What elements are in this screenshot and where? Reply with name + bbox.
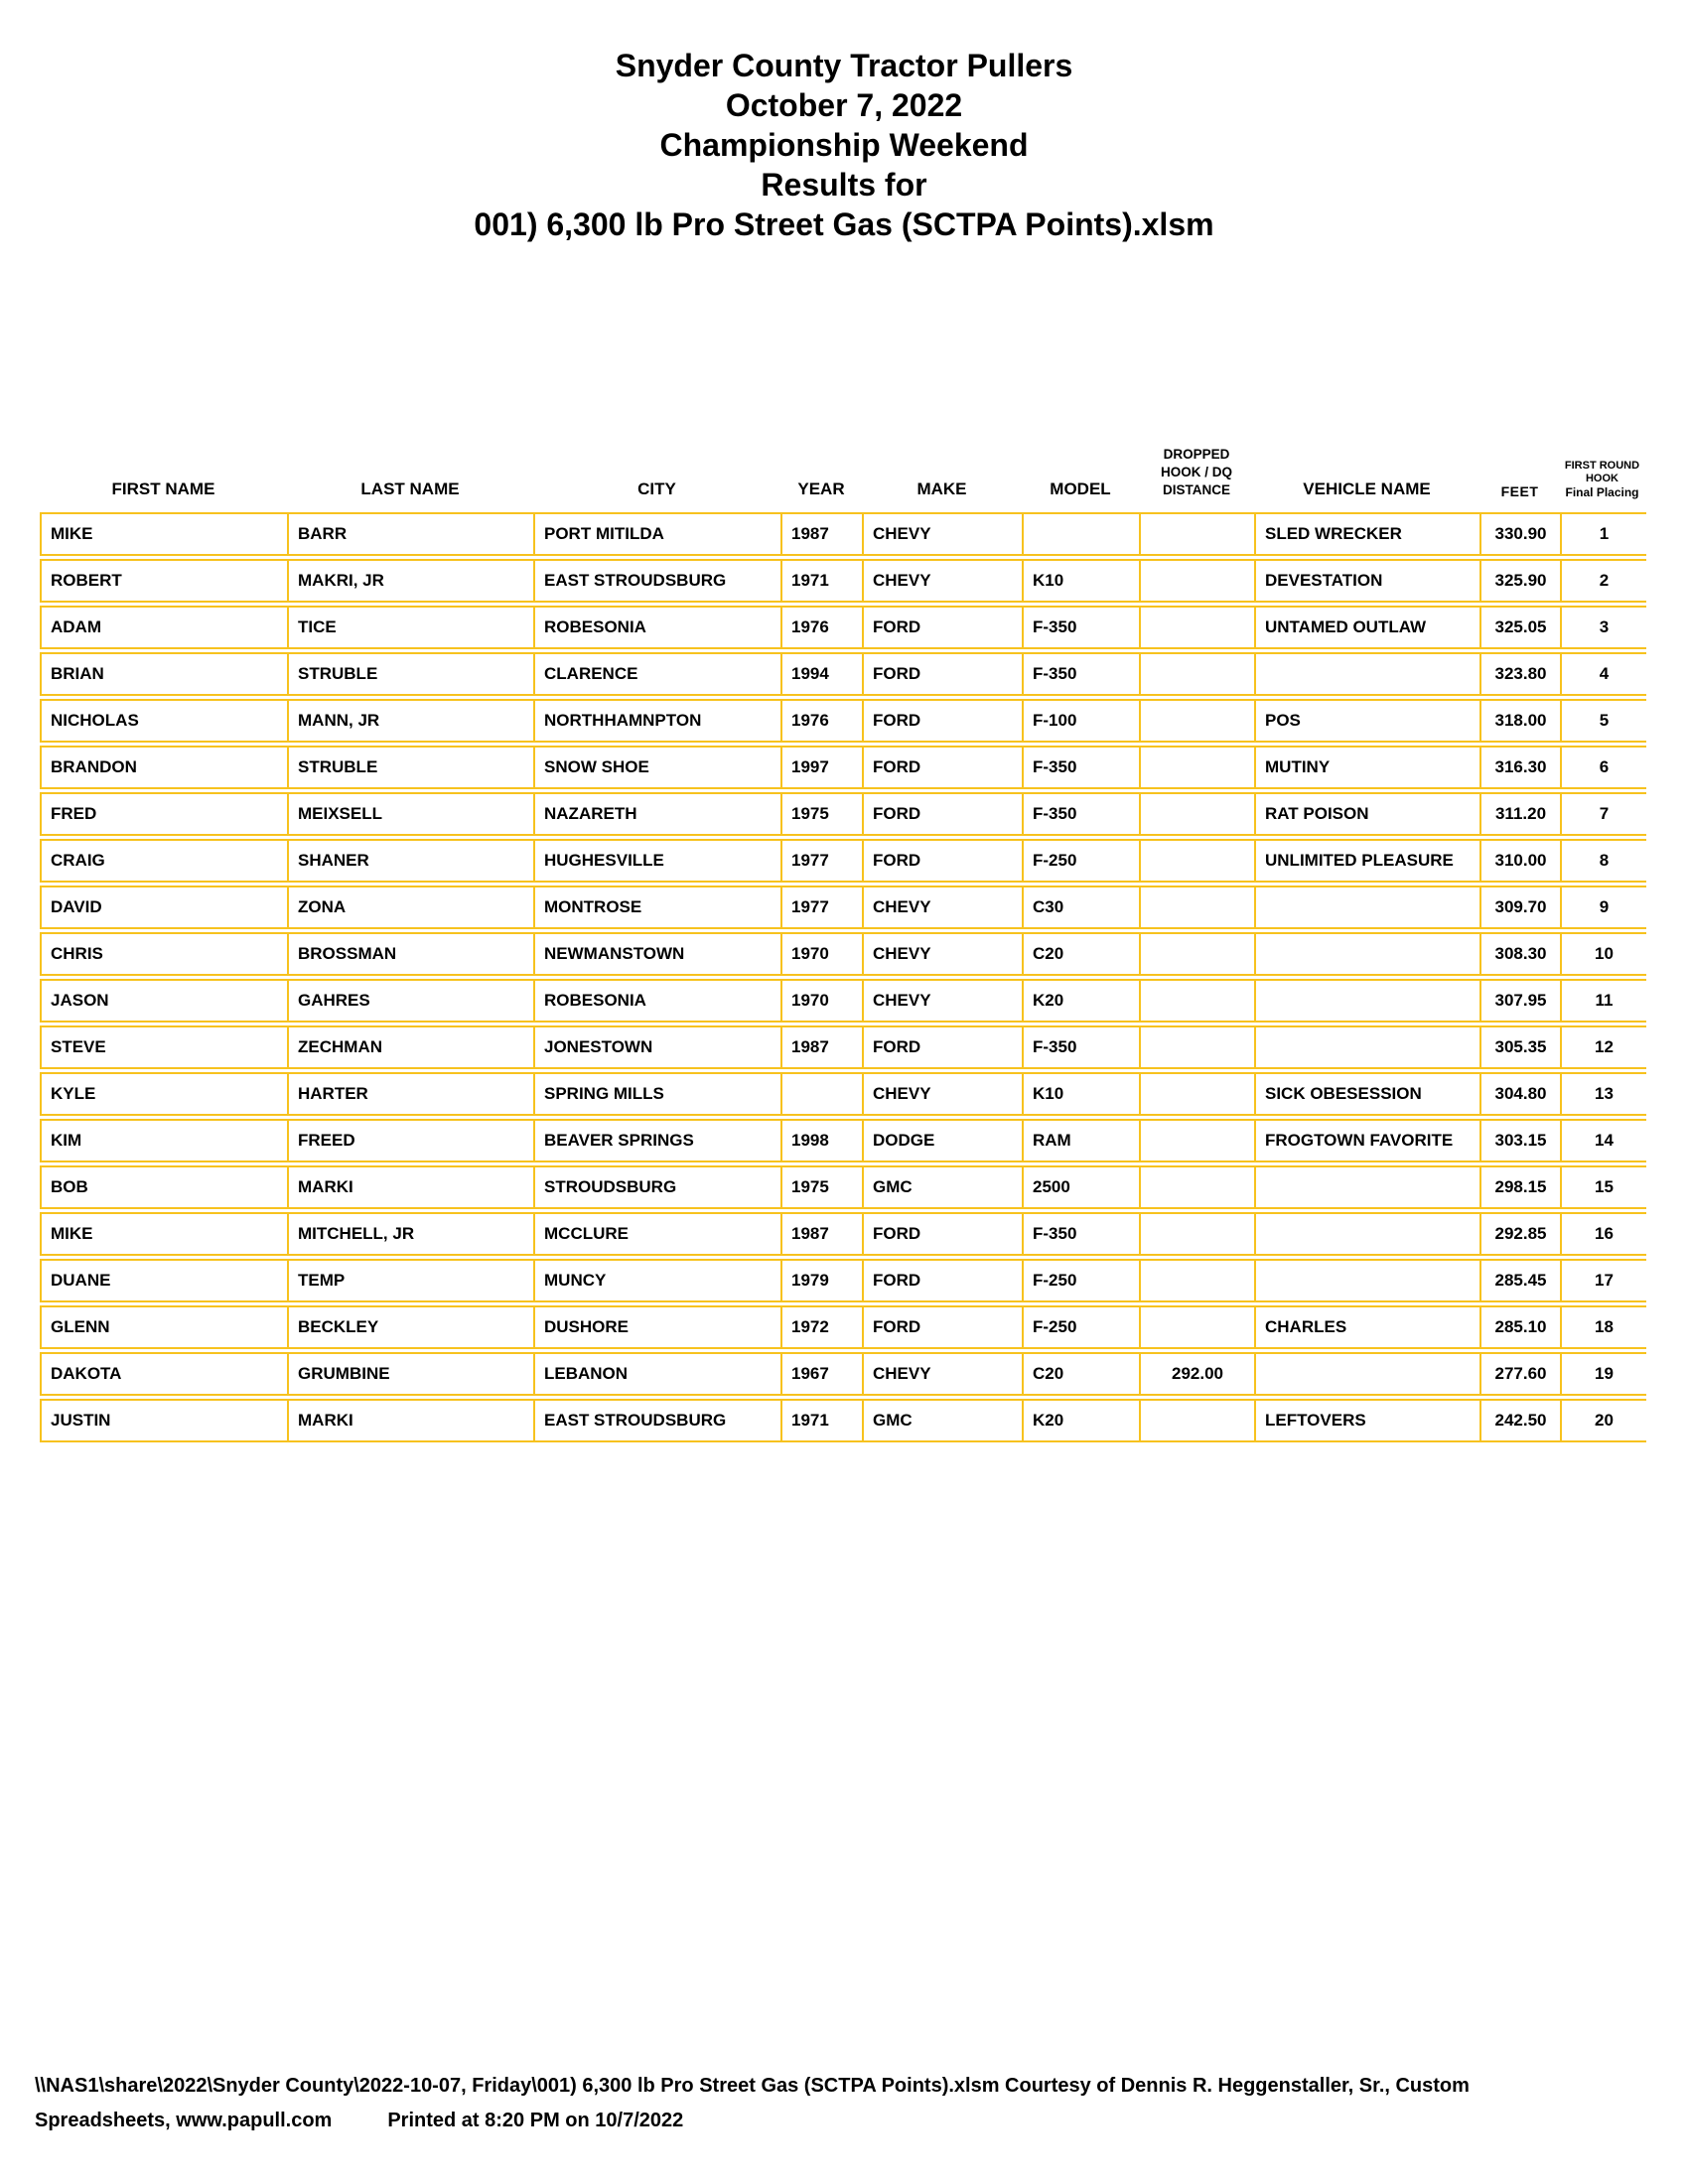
cell-make: CHEVY (864, 934, 1024, 974)
cell-first-name: ADAM (42, 608, 289, 647)
cell-placing: 9 (1599, 897, 1610, 916)
cell-dropped-hook (1141, 514, 1256, 554)
header-city: CITY (637, 479, 676, 498)
cell-make: CHEVY (864, 1074, 1024, 1114)
cell-last-name: MITCHELL, JR (289, 1214, 535, 1254)
cell-make: CHEVY (864, 981, 1024, 1021)
header-final-placing: Final Placing (1565, 485, 1639, 499)
cell-city: LEBANON (535, 1354, 782, 1394)
cell-vehicle-name: UNLIMITED PLEASURE (1256, 841, 1481, 881)
results-table (40, 415, 1646, 1445)
title-event: Championship Weekend (659, 127, 1029, 163)
cell-year: 1971 (782, 1401, 864, 1440)
cell-model: C30 (1024, 887, 1141, 927)
cell-vehicle-name (1256, 1027, 1481, 1067)
cell-city: BEAVER SPRINGS (535, 1121, 782, 1160)
cell-feet: 304.80 (1481, 1074, 1562, 1114)
table-row (40, 1399, 1646, 1442)
table-row (40, 559, 1646, 603)
cell-model: F-250 (1024, 1261, 1141, 1300)
cell-make: FORD (864, 1214, 1024, 1254)
cell-first-name: JASON (42, 981, 289, 1021)
cell-city: SNOW SHOE (535, 748, 782, 787)
cell-dropped-hook (1141, 841, 1256, 881)
header-first-name: FIRST NAME (111, 479, 215, 498)
cell-placing: 3 (1599, 617, 1610, 636)
cell-year: 1970 (782, 934, 864, 974)
cell-last-name: MEIXSELL (289, 794, 535, 834)
cell-year: 1987 (782, 1027, 864, 1067)
cell-feet: 325.05 (1481, 608, 1562, 647)
cell-first-name: KIM (42, 1121, 289, 1160)
cell-placing: 4 (1599, 664, 1610, 683)
cell-make: FORD (864, 748, 1024, 787)
cell-placing: 19 (1595, 1364, 1614, 1383)
table-row (40, 839, 1646, 883)
cell-year: 1979 (782, 1261, 864, 1300)
cell-feet: 285.45 (1481, 1261, 1562, 1300)
table-row (40, 652, 1646, 696)
cell-city: CLARENCE (535, 654, 782, 694)
cell-feet: 277.60 (1481, 1354, 1562, 1394)
cell-year: 1987 (782, 1214, 864, 1254)
header-first-round-hook: FIRST ROUND HOOK Final Placing (1564, 460, 1640, 499)
cell-model: F-350 (1024, 748, 1141, 787)
table-row (40, 1305, 1646, 1349)
cell-first-name: DUANE (42, 1261, 289, 1300)
cell-city: EAST STROUDSBURG (535, 1401, 782, 1440)
cell-model: C20 (1024, 934, 1141, 974)
cell-last-name: MAKRI, JR (289, 561, 535, 601)
cell-vehicle-name: SICK OBESESSION (1256, 1074, 1481, 1114)
cell-make: FORD (864, 654, 1024, 694)
cell-city: DUSHORE (535, 1307, 782, 1347)
cell-model: F-350 (1024, 654, 1141, 694)
cell-dropped-hook (1141, 981, 1256, 1021)
cell-feet: 330.90 (1481, 514, 1562, 554)
cell-first-name: MIKE (42, 514, 289, 554)
cell-model: F-250 (1024, 841, 1141, 881)
cell-feet: 310.00 (1481, 841, 1562, 881)
cell-make: FORD (864, 1027, 1024, 1067)
table-row (40, 979, 1646, 1023)
cell-city: NAZARETH (535, 794, 782, 834)
cell-placing: 18 (1595, 1317, 1614, 1336)
cell-last-name: GRUMBINE (289, 1354, 535, 1394)
cell-dropped-hook (1141, 561, 1256, 601)
cell-placing: 7 (1599, 804, 1610, 823)
table-row (40, 699, 1646, 743)
cell-city: NORTHHAMNPTON (535, 701, 782, 741)
cell-placing: 2 (1599, 571, 1610, 590)
cell-last-name: TICE (289, 608, 535, 647)
cell-city: JONESTOWN (535, 1027, 782, 1067)
cell-feet: 311.20 (1481, 794, 1562, 834)
cell-placing: 15 (1595, 1177, 1614, 1196)
cell-first-name: STEVE (42, 1027, 289, 1067)
table-row (40, 886, 1646, 929)
cell-dropped-hook (1141, 1261, 1256, 1300)
cell-feet: 323.80 (1481, 654, 1562, 694)
page-title (0, 46, 1688, 244)
table-row (40, 932, 1646, 976)
cell-vehicle-name: DEVESTATION (1256, 561, 1481, 601)
cell-vehicle-name: MUTINY (1256, 748, 1481, 787)
table-row (40, 1025, 1646, 1069)
cell-dropped-hook (1141, 1121, 1256, 1160)
cell-make: FORD (864, 701, 1024, 741)
cell-last-name: MARKI (289, 1167, 535, 1207)
cell-year: 1975 (782, 1167, 864, 1207)
cell-city: MCCLURE (535, 1214, 782, 1254)
cell-feet: 292.85 (1481, 1214, 1562, 1254)
cell-year (782, 1074, 864, 1114)
cell-year: 1994 (782, 654, 864, 694)
cell-last-name: GAHRES (289, 981, 535, 1021)
cell-city: PORT MITILDA (535, 514, 782, 554)
cell-dropped-hook (1141, 934, 1256, 974)
cell-vehicle-name (1256, 1214, 1481, 1254)
cell-first-name: ROBERT (42, 561, 289, 601)
cell-city: EAST STROUDSBURG (535, 561, 782, 601)
title-results-for: Results for (761, 167, 927, 203)
cell-first-name: DAKOTA (42, 1354, 289, 1394)
cell-last-name: MARKI (289, 1401, 535, 1440)
cell-year: 1998 (782, 1121, 864, 1160)
cell-model (1024, 514, 1141, 554)
cell-make: FORD (864, 794, 1024, 834)
cell-feet: 298.15 (1481, 1167, 1562, 1207)
cell-last-name: STRUBLE (289, 654, 535, 694)
cell-model: C20 (1024, 1354, 1141, 1394)
cell-placing: 10 (1595, 944, 1614, 963)
cell-city: MUNCY (535, 1261, 782, 1300)
cell-make: CHEVY (864, 1354, 1024, 1394)
cell-make: FORD (864, 1307, 1024, 1347)
cell-dropped-hook (1141, 1214, 1256, 1254)
header-feet: FEET (1500, 483, 1539, 499)
table-row (40, 1259, 1646, 1302)
cell-city: ROBESONIA (535, 981, 782, 1021)
cell-feet: 285.10 (1481, 1307, 1562, 1347)
cell-placing: 1 (1599, 524, 1610, 543)
cell-placing: 6 (1599, 757, 1610, 776)
cell-year: 1975 (782, 794, 864, 834)
cell-vehicle-name (1256, 887, 1481, 927)
cell-first-name: MIKE (42, 1214, 289, 1254)
cell-first-name: CRAIG (42, 841, 289, 881)
footer-spreadsheets-label: Spreadsheets, www.papull.com (35, 2110, 333, 2131)
cell-make: FORD (864, 608, 1024, 647)
table-row (40, 512, 1646, 556)
header-dropped-hook-distance: DROPPED HOOK / DQ DISTANCE (1160, 447, 1232, 497)
cell-last-name: ZONA (289, 887, 535, 927)
cell-model: K10 (1024, 1074, 1141, 1114)
cell-model: F-250 (1024, 1307, 1141, 1347)
cell-model: F-350 (1024, 1214, 1141, 1254)
cell-make: CHEVY (864, 514, 1024, 554)
cell-year: 1972 (782, 1307, 864, 1347)
footer-printed-at: Printed at 8:20 PM on 10/7/2022 (387, 2110, 684, 2131)
cell-city: NEWMANSTOWN (535, 934, 782, 974)
cell-last-name: FREED (289, 1121, 535, 1160)
cell-first-name: GLENN (42, 1307, 289, 1347)
cell-last-name: TEMP (289, 1261, 535, 1300)
cell-make: GMC (864, 1401, 1024, 1440)
cell-year: 1967 (782, 1354, 864, 1394)
cell-last-name: STRUBLE (289, 748, 535, 787)
cell-placing: 8 (1599, 851, 1610, 870)
cell-feet: 325.90 (1481, 561, 1562, 601)
cell-vehicle-name: SLED WRECKER (1256, 514, 1481, 554)
cell-model: RAM (1024, 1121, 1141, 1160)
cell-year: 1970 (782, 981, 864, 1021)
cell-city: HUGHESVILLE (535, 841, 782, 881)
cell-feet: 318.00 (1481, 701, 1562, 741)
cell-last-name: SHANER (289, 841, 535, 881)
cell-year: 1976 (782, 701, 864, 741)
cell-make: CHEVY (864, 561, 1024, 601)
cell-feet: 305.35 (1481, 1027, 1562, 1067)
table-row (40, 1352, 1646, 1396)
cell-feet: 242.50 (1481, 1401, 1562, 1440)
cell-year: 1976 (782, 608, 864, 647)
table-row (40, 792, 1646, 836)
cell-make: CHEVY (864, 887, 1024, 927)
cell-make: DODGE (864, 1121, 1024, 1160)
cell-vehicle-name (1256, 934, 1481, 974)
table-row (40, 1212, 1646, 1256)
cell-placing: 13 (1595, 1084, 1614, 1103)
cell-vehicle-name: UNTAMED OUTLAW (1256, 608, 1481, 647)
cell-make: FORD (864, 841, 1024, 881)
cell-year: 1997 (782, 748, 864, 787)
cell-model: K10 (1024, 561, 1141, 601)
cell-placing: 5 (1599, 711, 1610, 730)
cell-first-name: BRANDON (42, 748, 289, 787)
cell-model: F-350 (1024, 608, 1141, 647)
cell-first-name: NICHOLAS (42, 701, 289, 741)
cell-make: FORD (864, 1261, 1024, 1300)
cell-dropped-hook (1141, 794, 1256, 834)
cell-dropped-hook (1141, 608, 1256, 647)
table-body (40, 512, 1646, 1442)
cell-dropped-hook (1141, 748, 1256, 787)
cell-first-name: CHRIS (42, 934, 289, 974)
cell-dropped-hook (1141, 1027, 1256, 1067)
cell-year: 1977 (782, 841, 864, 881)
cell-dropped-hook: 292.00 (1141, 1354, 1256, 1394)
cell-last-name: BROSSMAN (289, 934, 535, 974)
cell-vehicle-name (1256, 1261, 1481, 1300)
table-row (40, 1119, 1646, 1162)
cell-last-name: HARTER (289, 1074, 535, 1114)
cell-city: ROBESONIA (535, 608, 782, 647)
title-org: Snyder County Tractor Pullers (615, 48, 1073, 83)
cell-model: 2500 (1024, 1167, 1141, 1207)
cell-placing: 17 (1595, 1271, 1614, 1290)
cell-last-name: BARR (289, 514, 535, 554)
cell-model: F-100 (1024, 701, 1141, 741)
cell-placing: 16 (1595, 1224, 1614, 1243)
header-model: MODEL (1050, 479, 1111, 498)
cell-vehicle-name (1256, 981, 1481, 1021)
header-last-name: LAST NAME (360, 479, 460, 498)
cell-last-name: ZECHMAN (289, 1027, 535, 1067)
cell-make: GMC (864, 1167, 1024, 1207)
cell-first-name: DAVID (42, 887, 289, 927)
cell-year: 1977 (782, 887, 864, 927)
table-row (40, 1072, 1646, 1116)
table-row (40, 606, 1646, 649)
cell-dropped-hook (1141, 887, 1256, 927)
cell-dropped-hook (1141, 1074, 1256, 1114)
cell-placing: 12 (1595, 1037, 1614, 1056)
cell-vehicle-name (1256, 654, 1481, 694)
cell-feet: 308.30 (1481, 934, 1562, 974)
cell-first-name: BOB (42, 1167, 289, 1207)
cell-first-name: JUSTIN (42, 1401, 289, 1440)
cell-year: 1971 (782, 561, 864, 601)
page-footer (35, 2069, 1663, 2138)
cell-last-name: MANN, JR (289, 701, 535, 741)
cell-dropped-hook (1141, 701, 1256, 741)
cell-dropped-hook (1141, 654, 1256, 694)
cell-first-name: FRED (42, 794, 289, 834)
cell-feet: 303.15 (1481, 1121, 1562, 1160)
table-row (40, 1165, 1646, 1209)
cell-model: F-350 (1024, 1027, 1141, 1067)
table-row (40, 746, 1646, 789)
cell-model: K20 (1024, 1401, 1141, 1440)
cell-vehicle-name: POS (1256, 701, 1481, 741)
cell-vehicle-name: CHARLES (1256, 1307, 1481, 1347)
header-make: MAKE (916, 479, 967, 498)
cell-placing: 11 (1595, 991, 1614, 1010)
cell-first-name: KYLE (42, 1074, 289, 1114)
cell-year: 1987 (782, 514, 864, 554)
cell-placing: 14 (1595, 1131, 1614, 1150)
cell-vehicle-name: LEFTOVERS (1256, 1401, 1481, 1440)
cell-feet: 316.30 (1481, 748, 1562, 787)
cell-model: F-350 (1024, 794, 1141, 834)
cell-dropped-hook (1141, 1167, 1256, 1207)
cell-city: MONTROSE (535, 887, 782, 927)
cell-vehicle-name: FROGTOWN FAVORITE (1256, 1121, 1481, 1160)
header-year: YEAR (797, 479, 845, 498)
cell-city: SPRING MILLS (535, 1074, 782, 1114)
title-class-file: 001) 6,300 lb Pro Street Gas (SCTPA Points).xlsm (474, 206, 1214, 242)
cell-model: K20 (1024, 981, 1141, 1021)
cell-feet: 307.95 (1481, 981, 1562, 1021)
header-vehicle-name: VEHICLE NAME (1303, 479, 1431, 498)
cell-vehicle-name (1256, 1354, 1481, 1394)
table-header-row (40, 415, 1646, 512)
cell-placing: 20 (1595, 1411, 1614, 1430)
cell-dropped-hook (1141, 1307, 1256, 1347)
title-date: October 7, 2022 (725, 87, 963, 123)
cell-feet: 309.70 (1481, 887, 1562, 927)
cell-city: STROUDSBURG (535, 1167, 782, 1207)
cell-vehicle-name (1256, 1167, 1481, 1207)
cell-dropped-hook (1141, 1401, 1256, 1440)
footer-path-line: \\NAS1\share\2022\Snyder County\2022-10-07, Friday\001) 6,300 lb Pro Street Gas (SCTPA Points).xlsm Courtesy of Dennis R. Heggenstaller, Sr., Custom (35, 2075, 1470, 2097)
cell-vehicle-name: RAT POISON (1256, 794, 1481, 834)
cell-first-name: BRIAN (42, 654, 289, 694)
cell-last-name: BECKLEY (289, 1307, 535, 1347)
